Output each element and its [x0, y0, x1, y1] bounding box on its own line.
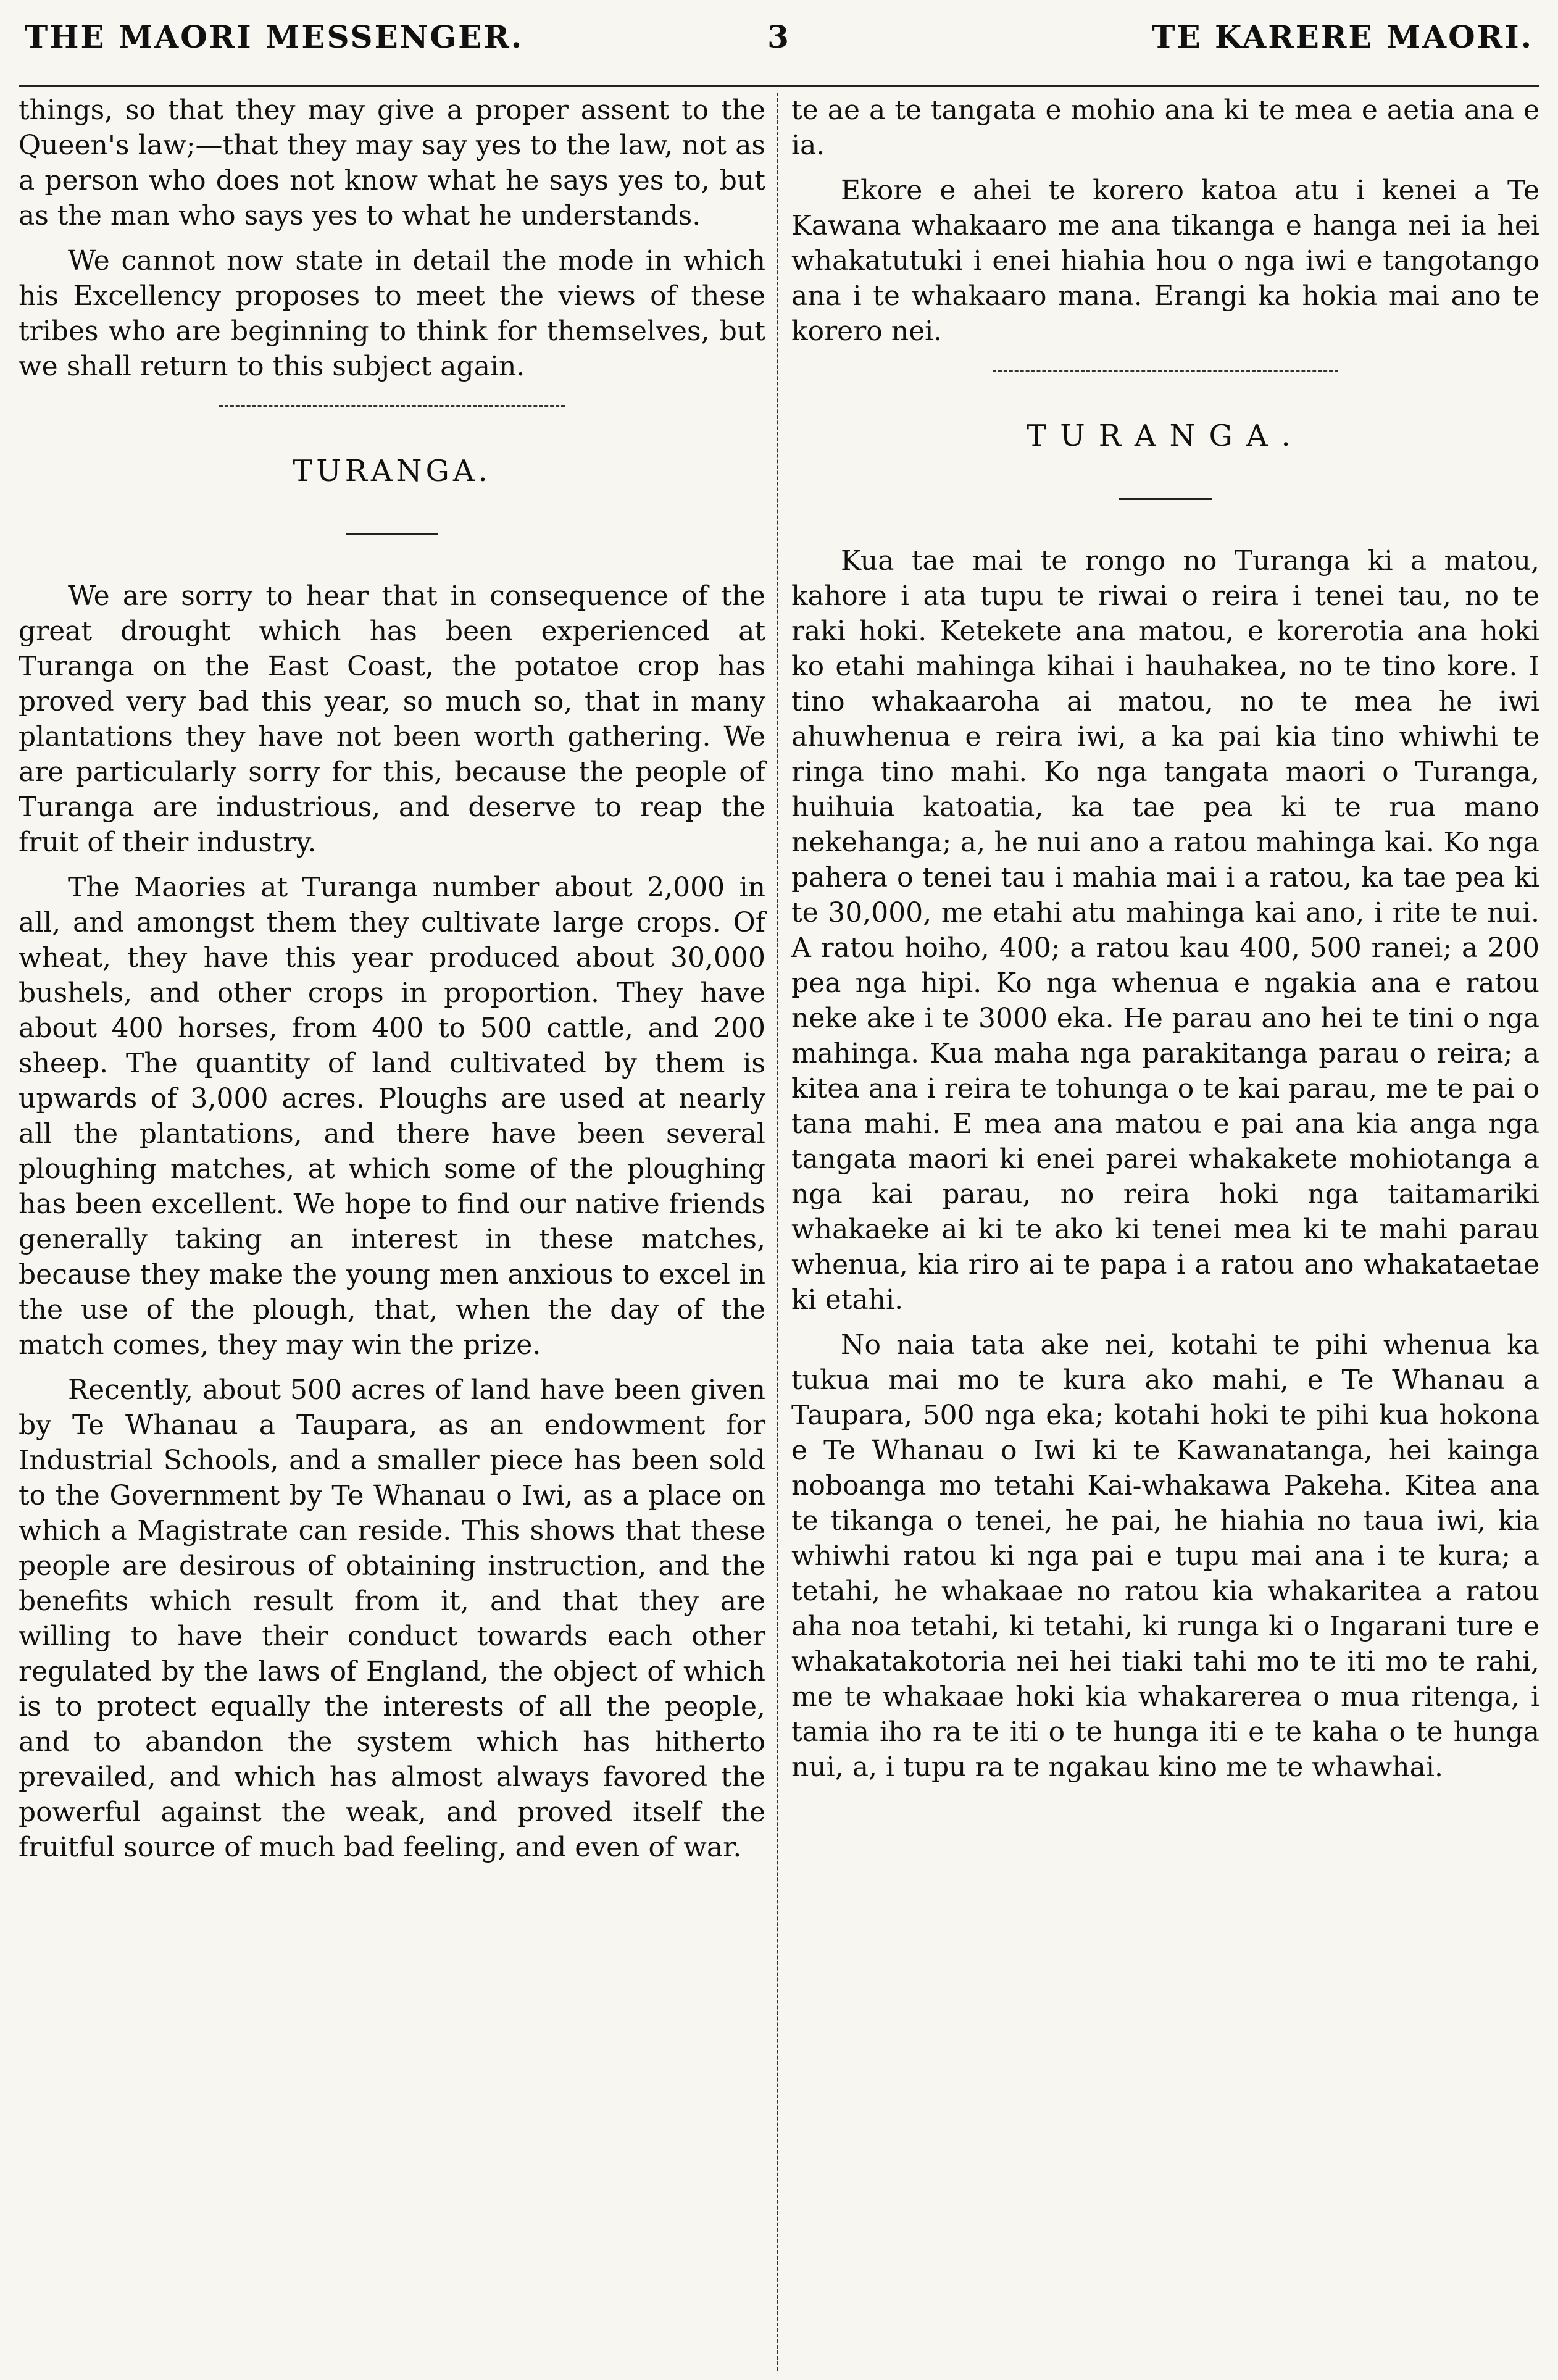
section-heading-turanga: TURANGA.	[293, 454, 491, 488]
article-paragraph: No naia tata ake nei, kotahi te pihi whenua ka tukua mai mo te kura ako mahi, e Te Whanau a Taupara, 500 nga eka; kotahi hoki te pihi kua hokona e Te Whanau o Iwi ki te Kawanatanga, hei kainga noboanga mo tetahi Kai-whakawa Pakeha. Kitea ana te tikanga o tenei, he pai, he hiahia no taua iwi, kia whiwhi ratou ki nga pai e tupu mai ana i te kura; a tetahi, he whakaae no ratou kia whakaritea a ratou aha noa tetahi, ki tetahi, ki runga ki o Ingarani ture e whakatakotoria nei hei tiaki tahi mo te iti mo te rahi, me te whakaae hoki kia whakarerea o mua ritenga, i tamia iho ra te iti o te hunga iti e te kaha o te hunga nui, a, i tupu ra te ngakau kino me te whawhai.	[791, 1329, 1539, 1783]
article-paragraph: We are sorry to hear that in consequence of the great drought which has been experienced at Turanga on the East Coast, the potatoe crop has proved very bad this year, so much so, that in many plantations they have not been worth gathering. We are particularly sorry for this, because the people of Turanga are industrious, and deserve to reap the fruit of their industry.	[19, 580, 765, 858]
header-rule	[19, 85, 1539, 87]
section-heading-turanga-maori: TURANGA.	[1027, 419, 1304, 453]
maori-masthead-title: TE KARERE MAORI.	[1152, 18, 1533, 55]
article-paragraph: We cannot now state in detail the mode in which his Excellency proposes to meet the views of these tribes who are beginning to think for themselves, but we shall return to this subject again.	[19, 245, 765, 382]
heading-rule	[1119, 498, 1212, 500]
page-number: 3	[767, 18, 791, 55]
column-divider	[777, 93, 778, 2371]
article-paragraph: Ekore e ahei te korero katoa atu i kenei a Te Kawana whakaaro me ana tikanga e hanga nei ia hei whakatutuki i enei hiahia hou o nga iwi e tangotango ana i te whakaaro mana. Erangi ka hokia mai ano te korero nei.	[791, 175, 1539, 347]
english-column	[19, 93, 765, 1875]
article-paragraph: Kua tae mai te rongo no Turanga ki a matou, kahore i ata tupu te riwai o reira i tenei tau, no te raki hoki. Ketekete ana matou, e korerotia ana hoki ko etahi mahinga kihai i hauhakea, no te tino kore. I tino whakaaroha ai matou, no te mea he iwi ahuwhenua e reira iwi, a ka pai kia tino whiwhi te ringa tino mahi. Ko nga tangata maori o Turanga, huihuia katoatia, ka tae pea ki te rua mano nekehanga; a, he nui ano a ratou mahinga kai. Ko nga pahera o tenei tau i mahia mai i a ratou, ka tae pea ki te 30,000, me etahi atu mahinga kai ano, i rite te nui. A ratou hoiho, 400; a ratou kau 400, 500 ranei; a 200 pea nga hipi. Ko nga whenua e ngakia ana e ratou neke ake i te 3000 eka. He parau ano hei te tini o nga mahinga. Kua maha nga parakitanga parau o reira; a kitea ana i reira te tohunga o te kai parau, me te pai o tana mahi. E mea ana matou e pai ana kia anga nga tangata maori ki enei parei whakakete mohiotanga a nga kai parau, no reira hoki nga taitamariki whakaeke ai ki te ako ki tenei mea ki te mahi parau whenua, kia riro ai te papa i a ratou ano whakataetae ki etahi.	[791, 545, 1539, 1316]
article-paragraph: te ae a te tangata e mohio ana ki te mea e aetia ana e ia.	[791, 94, 1539, 161]
section-separator	[219, 405, 565, 407]
maori-column	[791, 93, 1539, 1795]
english-masthead-title: THE MAORI MESSENGER.	[25, 18, 524, 55]
running-head	[25, 9, 1533, 64]
section-separator	[993, 370, 1338, 372]
article-paragraph: The Maories at Turanga number about 2,000 in all, and amongst them they cultivate large crops. Of wheat, they have this year produced about 30,000 bushels, and other crops in proportion. They have about 400 horses, from 400 to 500 cattle, and 200 sheep. The quantity of land cultivated by them is upwards of 3,000 acres. Ploughs are used at nearly all the plantations, and there have been several ploughing matches, at which some of the ploughing has been excellent. We hope to find our native friends generally taking an interest in these matches, because they make the young men anxious to excel in the use of the plough, that, when the day of the match comes, they may win the prize.	[19, 872, 765, 1361]
heading-rule	[346, 533, 438, 535]
article-paragraph: Recently, about 500 acres of land have been given by Te Whanau a Taupara, as an endowment for Industrial Schools, and a smaller piece has been sold to the Government by Te Whanau o Iwi, as a place on which a Magistrate can reside. This shows that these people are desirous of obtaining instruction, and the benefits which result from it, and that they are willing to have their conduct towards each other regulated by the laws of England, the object of which is to protect equally the interests of all the people, and to abandon the system which has hitherto prevailed, and which has almost always favored the powerful against the weak, and proved itself the fruitful source of much bad feeling, and even of war.	[19, 1374, 765, 1863]
article-paragraph: things, so that they may give a proper assent to the Queen's law;—that they may say yes to the law, not as a person who does not know what he says yes to, but as the man who says yes to what he understands.	[19, 94, 765, 232]
